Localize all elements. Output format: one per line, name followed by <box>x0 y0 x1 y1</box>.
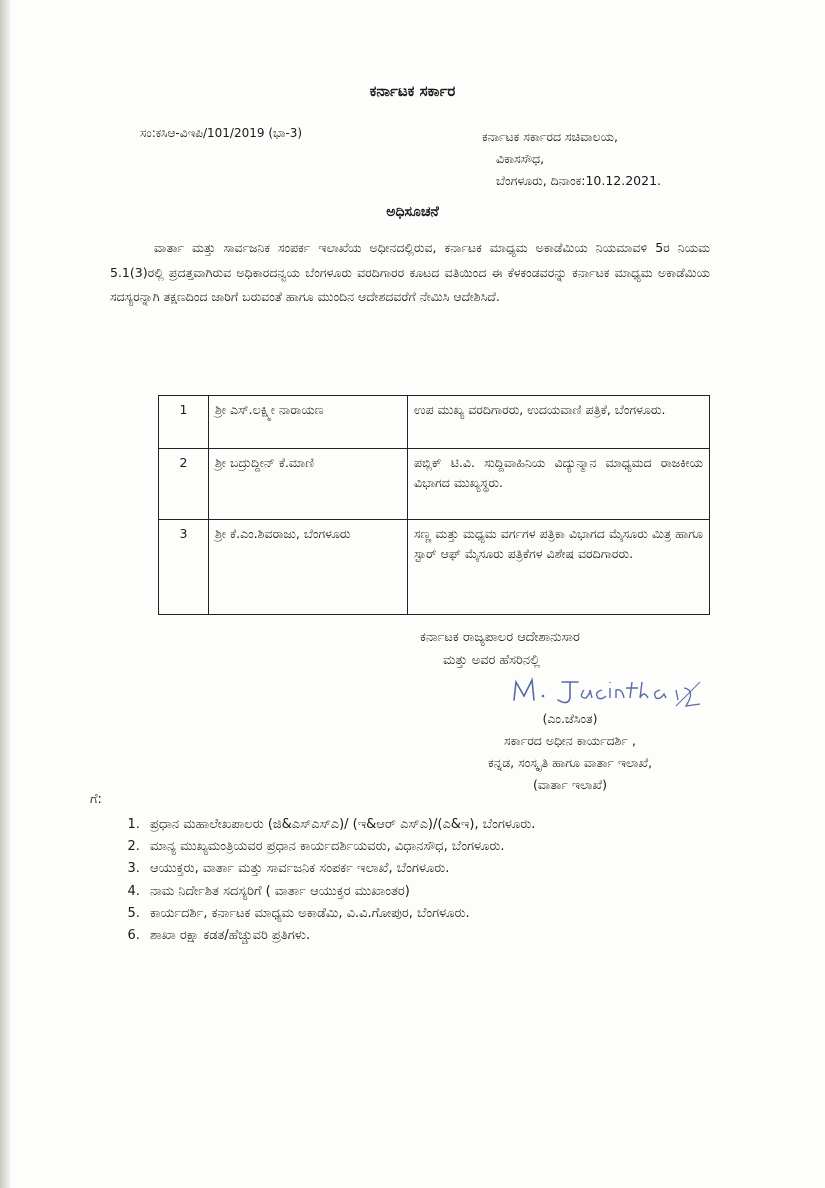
orders-line: ಮತ್ತು ಅವರ ಹೆಸರಿನಲ್ಲಿ <box>443 653 540 668</box>
member-name: ಶ್ರೀ ಬದ್ರುದ್ದೀನ್ ಕೆ.ಮಾಣಿ <box>209 449 408 520</box>
body-paragraph: ವಾರ್ತಾ ಮತ್ತು ಸಾರ್ವಜನಿಕ ಸಂಪರ್ಕ ಇಲಾಖೆಯ ಅಧೀನದಲ್ಲಿರುವ, ಕರ್ನಾಟಕ ಮಾಧ್ಯಮ ಅಕಾಡೆಮಿಯ ನಿಯಮಾವಳಿ 5ರ ನಿಯಮ 5.1(3)ರಲ್ಲಿ ಪ್ರದತ್ತವಾಗಿರುವ ಅಧಿಕಾರದನ್ವಯ ಬೆಂಗಳೂರು ವರದಿಗಾರರ ಕೂಟದ ವತಿಯಿಂದ ಈ ಕೆಳಕಂಡವರನ್ನು ಕರ್ನಾಟಕ ಮಾಧ್ಯಮ ಅಕಾಡೆಮಿಯ ಸದಸ್ಯರನ್ನಾಗಿ ತಕ್ಷಣದಿಂದ ಜಾರಿಗೆ ಬರುವಂತೆ ಹಾಗೂ ಮುಂದಿನ ಆದೇಶದವರೆಗೆ ನೇಮಿಸಿ ಆದೇಶಿಸಿದೆ. <box>110 240 710 304</box>
table-row <box>159 449 710 520</box>
member-designation: ಸಣ್ಣ ಮತ್ತು ಮಧ್ಯಮ ವರ್ಗಗಳ ಪತ್ರಿಕಾ ವಿಭಾಗದ ಮೈಸೂರು ಮಿತ್ರ ಹಾಗೂ ಸ್ಟಾರ್ ಆಫ್ ಮೈಸೂರು ಪತ್ರಿಕೆಗಳ ವಿಶೇಷ ವರದಿಗಾರರು. <box>408 520 710 615</box>
member-designation: ಉಪ ಮುಖ್ಯ ವರದಿಗಾರರು, ಉದಯವಾಣಿ ಪತ್ರಿಕೆ, ಬೆಂಗಳೂರು. <box>408 396 710 449</box>
signatory-designation: ಸರ್ಕಾರದ ಅಧೀನ ಕಾರ್ಯದರ್ಶಿ , <box>504 733 636 748</box>
signatory-department: ಕನ್ನಡ, ಸಂಸ್ಕೃತಿ ಹಾಗೂ ವಾರ್ತಾ ಇಲಾಖೆ, <box>487 755 653 770</box>
signatory-block <box>420 708 720 796</box>
copies-label: ಗೆ: <box>90 792 102 807</box>
member-name: ಶ್ರೀ ಕೆ.ಎಂ.ಶಿವರಾಜು, ಬೆಂಗಳೂರು <box>209 520 408 615</box>
signature-text: M. Jacintha 10/12 <box>510 714 519 715</box>
table-row <box>159 520 710 615</box>
serial-number: 1 <box>159 396 209 449</box>
members-table <box>158 395 710 615</box>
orders-line: ಕರ್ನಾಟಕ ರಾಜ್ಯಪಾಲರ ಆದೇಶಾನುಸಾರ <box>420 630 580 645</box>
notification-heading: ಅಧಿಸೂಚನೆ <box>386 204 439 220</box>
orders-block <box>420 626 580 672</box>
serial-number: 2 <box>159 449 209 520</box>
serial-number: 3 <box>159 520 209 615</box>
table-row <box>159 396 710 449</box>
list-item: 3. ಆಯುಕ್ತರು, ವಾರ್ತಾ ಮತ್ತು ಸಾರ್ವಜನಿಕ ಸಂಪರ್ಕ ಇಲಾಖೆ, ಬೆಂಗಳೂರು. <box>144 858 804 880</box>
list-item: 4. ನಾಮ ನಿರ್ದೇಶಿತ ಸದಸ್ಯರಿಗೆ ( ವಾರ್ತಾ ಆಯುಕ್ತರ ಮುಖಾಂತರ) <box>144 881 804 903</box>
signatory-wing: (ವಾರ್ತಾ ಇಲಾಖೆ) <box>533 777 607 792</box>
reference-number: ಸಂ:ಕಸಿಆ-ವಿಇಪಿ/101/2019 (ಭಾ-3) <box>140 126 303 140</box>
signatory-name: (ಎಂ.ಜೆಸಿಂತ) <box>542 711 598 726</box>
member-name: ಶ್ರೀ ಎಸ್.ಲಕ್ಷ್ಮೀ ನಾರಾಯಣ <box>209 396 408 449</box>
office-address <box>482 126 661 192</box>
office-line: ಕರ್ನಾಟಕ ಸರ್ಕಾರದ ಸಚಿವಾಲಯ, <box>482 129 618 144</box>
government-title: ಕರ್ನಾಟಕ ಸರ್ಕಾರ <box>369 82 456 100</box>
office-line: ವಿಕಾಸಸೌಧ, <box>496 151 545 166</box>
member-designation: ಪಬ್ಲಿಕ್ ಟಿ.ವಿ. ಸುದ್ದಿವಾಹಿನಿಯ ವಿದ್ಯುನ್ಮಾನ ಮಾಧ್ಯಮದ ರಾಜಕೀಯ ವಿಭಾಗದ ಮುಖ್ಯಸ್ಥರು. <box>408 449 710 520</box>
list-item: 2. ಮಾನ್ಯ ಮುಖ್ಯಮಂತ್ರಿಯವರ ಪ್ರಧಾನ ಕಾರ್ಯದರ್ಶಿಯವರು, ವಿಧಾನಸೌಧ, ಬೆಂಗಳೂರು. <box>144 836 804 858</box>
scan-edge-shadow <box>0 0 10 1188</box>
list-item: 5. ಕಾರ್ಯದರ್ಶಿ, ಕರ್ನಾಟಕ ಮಾಧ್ಯಮ ಅಕಾಡೆಮಿ, ವಿ.ವಿ.ಗೋಪುರ, ಬೆಂಗಳೂರು. <box>144 903 804 925</box>
copies-list <box>110 814 804 947</box>
list-item: 1. ಪ್ರಧಾನ ಮಹಾಲೇಖಪಾಲರು (ಜಿ&ಎಸ್ಎಸ್ಎ)/ (ಇ&ಆರ್ ಎಸ್ಎ)/(ಎ&ಇ), ಬೆಂಗಳೂರು. <box>144 814 804 836</box>
date-line: ಬೆಂಗಳೂರು, ದಿನಾಂಕ:10.12.2021. <box>496 173 661 188</box>
list-item: 6. ಶಾಖಾ ರಕ್ಷಾ ಕಡತ/ಹೆಚ್ಚುವರಿ ಪ್ರತಿಗಳು. <box>144 925 804 947</box>
